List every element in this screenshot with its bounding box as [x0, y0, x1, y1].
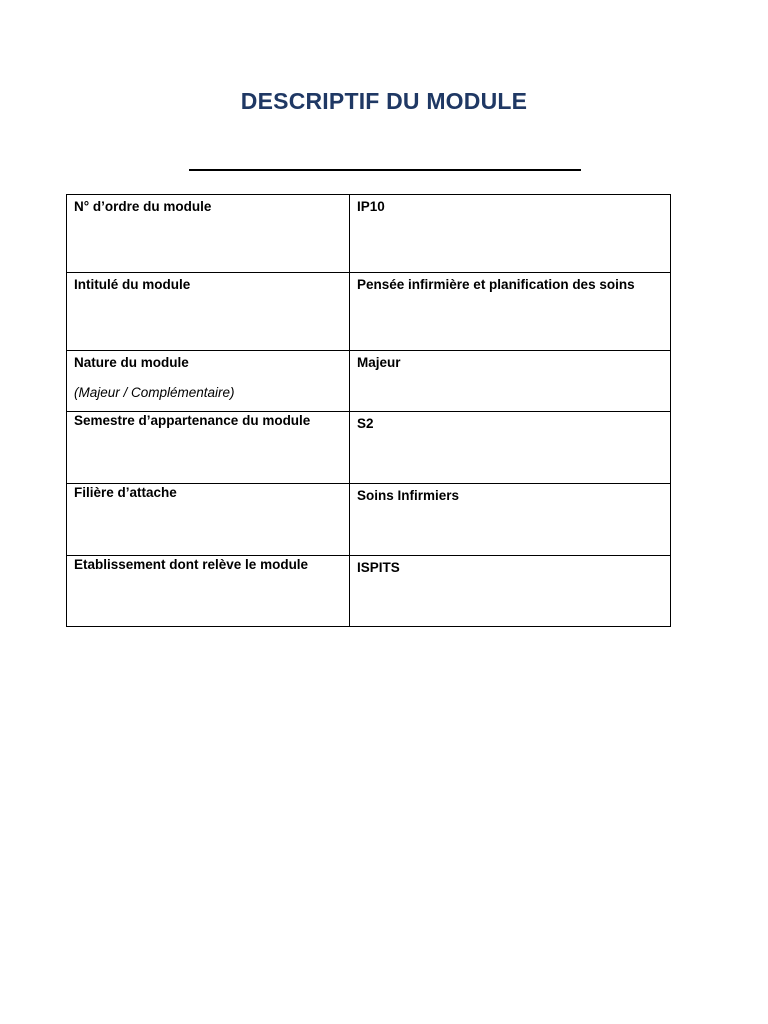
table-row — [67, 412, 671, 484]
table-row — [67, 484, 671, 556]
table-row — [67, 351, 671, 412]
row-label-program: Filière d’attache — [74, 485, 177, 500]
row-value-module-title: Pensée infirmière et planification des soins — [357, 277, 635, 292]
table-row — [67, 273, 671, 351]
row-sublabel-module-nature: (Majeur / Complémentaire) — [74, 385, 235, 400]
title-underline-rule — [189, 169, 581, 171]
page-title: DESCRIPTIF DU MODULE — [240, 88, 528, 114]
value-cell — [350, 351, 671, 412]
row-label-module-nature: Nature du module — [74, 355, 189, 370]
table-row — [67, 556, 671, 627]
value-cell — [350, 412, 671, 484]
row-value-module-nature: Majeur — [357, 355, 401, 370]
value-cell — [350, 556, 671, 627]
row-label-institution: Etablissement dont relève le module — [74, 557, 309, 572]
row-value-program: Soins Infirmiers — [357, 488, 460, 503]
row-label-module-title: Intitulé du module — [74, 277, 191, 292]
row-value-semester: S2 — [357, 416, 374, 431]
row-label-semester: Semestre d’appartenance du module — [74, 413, 311, 428]
table-row — [67, 195, 671, 273]
value-cell — [350, 195, 671, 273]
label-cell — [67, 484, 350, 556]
row-value-order-number: IP10 — [357, 199, 385, 214]
value-cell — [350, 484, 671, 556]
label-cell — [67, 195, 350, 273]
value-cell — [350, 273, 671, 351]
row-value-institution: ISPITS — [357, 560, 400, 575]
module-descriptor-table — [66, 194, 671, 627]
row-label-order-number: N° d’ordre du module — [74, 199, 212, 214]
label-cell — [67, 273, 350, 351]
label-cell — [67, 556, 350, 627]
label-cell — [67, 412, 350, 484]
label-cell — [67, 351, 350, 412]
